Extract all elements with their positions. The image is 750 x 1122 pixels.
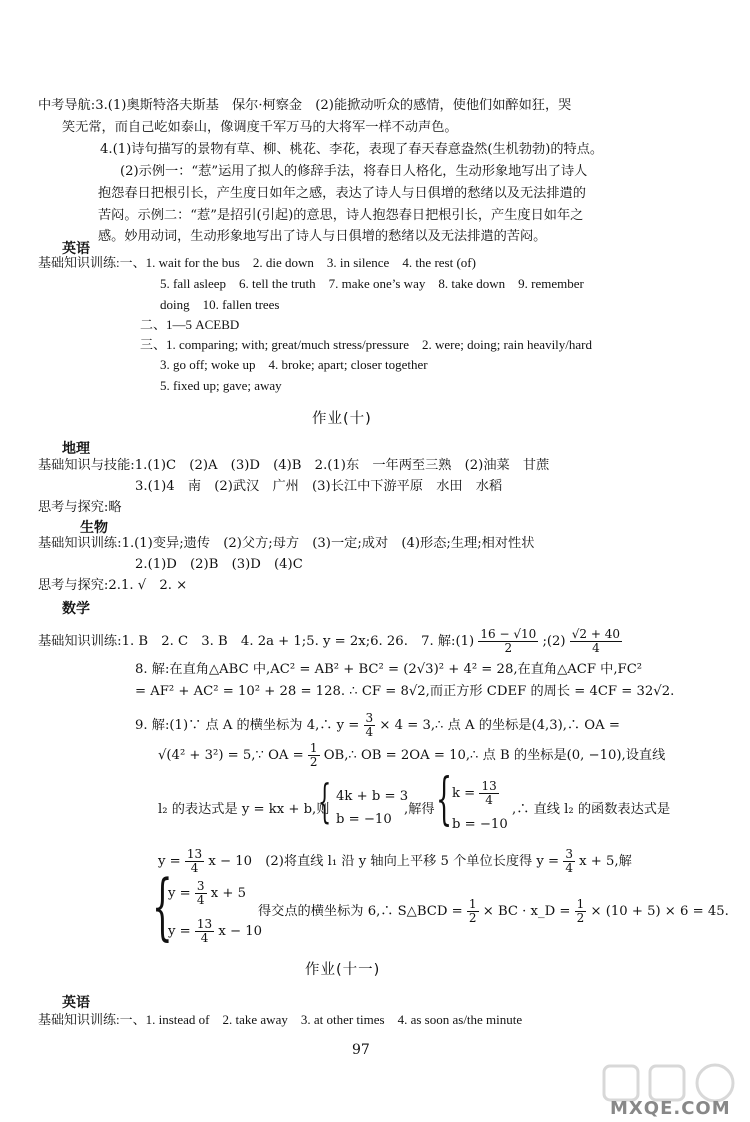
- geography-line-2: 3.(1)4 南 (2)武汉 广州 (3)长江中下游平原 水田 水稻: [135, 479, 503, 494]
- fraction: $\frac{3}{4}$: [196, 879, 205, 907]
- english-line-1: 基础知识训练:一、1. wait for the bus 2. die down 3. in silence 4. the rest (of): [38, 255, 476, 270]
- english-line-6: 3. go off; woke up 4. broke; apart; closer together: [160, 357, 428, 372]
- biology-line-1: 基础知识训练:1.(1)变异;遗传 (2)父方;母方 (3)一定;成对 (4)形态;生理;相对性状: [38, 536, 535, 551]
- zk-line-5: 抱怨春日把根引长，产生度日如年之感，表达了诗人与日俱增的愁绪以及无法排遣的: [98, 186, 586, 201]
- math-p9-line-3c: ,∴ 直线 l₂ 的函数表达式是: [512, 802, 671, 817]
- geography-line-3: 思考与探究:略: [38, 500, 122, 515]
- fraction: $\frac{13}{4}$: [186, 847, 203, 875]
- biology-heading: 生物: [80, 520, 108, 536]
- watermark-text: MXQE.COM: [610, 1098, 731, 1119]
- brace-icon: {: [152, 864, 173, 948]
- math-p9-line-4: y = $\frac{13}{4}$ x − 10 (2)将直线 l₁ 沿 y 轴向上平移 5 个单位长度得 y = $\frac{3}{4}$ x + 5,解: [158, 847, 632, 875]
- system-3-eq-2: y = $\frac{13}{4}$ x − 10: [168, 917, 263, 945]
- fraction: $\frac{16 - √10}{2}$: [480, 627, 537, 655]
- system-2-eq-2: b = −10: [452, 817, 508, 832]
- system-1-eq-1: 4k + b = 3: [336, 789, 409, 804]
- zk-line-2: 笑无常，而自己屹如泰山，像调度千军万马的大将军一样不动声色。: [62, 120, 458, 135]
- section-heading-10: 作业(十): [312, 411, 372, 427]
- english-line-7: 5. fixed up; gave; away: [160, 378, 282, 393]
- fraction: $\frac{3}{4}$: [365, 711, 374, 739]
- english-heading-2: 英语: [62, 995, 90, 1011]
- system-2-eq-1: k = $\frac{13}{4}$: [452, 779, 497, 807]
- english-line-5: 三、1. comparing; with; great/much stress/pressure 2. were; doing; rain heavily/hard: [140, 337, 592, 352]
- math-line-1: [38, 628, 622, 655]
- zk-line-3: 4.(1)诗句描写的景物有草、柳、桃花、李花，表现了春天春意盎然(生机勃勃)的特点。: [100, 142, 604, 157]
- math-line-1-sep: ;(2): [542, 634, 566, 649]
- english-heading-1: 英语: [62, 241, 90, 257]
- english-2-line-1: 基础知识训练:一、1. instead of 2. take away 3. at other times 4. as soon as/the minute: [38, 1012, 523, 1027]
- zk-line-6: 苦闷。示例二：“惹”是招引(引起)的意思，诗人抱怨春日把根引长，产生度日如年之: [98, 208, 584, 223]
- geography-heading: 地理: [62, 441, 90, 457]
- system-3-eq-1: y = $\frac{3}{4}$ x + 5: [168, 879, 247, 907]
- system-1-eq-2: b = −10: [336, 812, 392, 827]
- biology-line-3: 思考与探究:2.1. √ 2. ×: [38, 578, 188, 593]
- math-p9-line-3a: l₂ 的表达式是 y = kx + b,则: [158, 802, 330, 817]
- english-line-3: doing 10. fallen trees: [160, 297, 280, 312]
- math-p9-line-1: 9. 解:(1)∵ 点 A 的横坐标为 4,∴ y = $\frac{3}{4}$ × 4 = 3,∴ 点 A 的坐标是(4,3),∴ OA =: [135, 711, 620, 739]
- fraction: $\frac{3}{4}$: [565, 847, 573, 875]
- fraction: $\frac{1}{2}$: [309, 741, 318, 769]
- english-line-2: 5. fall asleep 6. tell the truth 7. make one’s way 8. take down 9. remember: [160, 276, 584, 291]
- math-p9-line-2: √(4² + 3²) = 5,∵ OA = $\frac{1}{2}$ OB,∴ OB = 2OA = 10,∴ 点 B 的坐标是(0, −10),设直线: [158, 741, 666, 769]
- zk-line-1: 中考导航:3.(1)奥斯特洛夫斯基 保尔·柯察金 (2)能掀动听众的感情，使他们如醉如狂，哭: [38, 98, 572, 113]
- math-p9-line-5: 得交点的横坐标为 6,∴ S△BCD = $\frac{1}{2}$ × BC · x_D = $\frac{1}{2}$ × (10 + 5) × 6 = 45.: [258, 897, 729, 925]
- math-p8-line-2: = AF² + AC² = 10² + 28 = 128. ∴ CF = 8√2,而正方形 CDEF 的周长 = 4CF = 32√2.: [135, 684, 675, 699]
- zk-line-7: 感。妙用动词，生动形象地写出了诗人与日俱增的愁绪以及无法排遣的苦闷。: [98, 229, 547, 244]
- fraction: $\frac{13}{4}$: [481, 779, 497, 807]
- fraction: $\frac{1}{2}$: [468, 897, 477, 925]
- section-heading-11: 作业(十一): [305, 962, 381, 978]
- math-line-1-text: 基础知识训练:1. B 2. C 3. B 4. 2a + 1;5. y = 2x;6. 26. 7. 解:(1): [38, 634, 475, 649]
- fraction: $\frac{13}{4}$: [196, 917, 213, 945]
- fraction: $\frac{1}{2}$: [576, 897, 585, 925]
- zk-line-4: (2)示例一：“惹”运用了拟人的修辞手法，将春日人格化，生动形象地写出了诗人: [120, 164, 588, 179]
- biology-line-2: 2.(1)D (2)B (3)D (4)C: [135, 557, 303, 572]
- math-p9-line-3b: ,解得: [404, 802, 435, 817]
- brace-icon: {: [318, 774, 332, 828]
- fraction: $\frac{√2 + 40}{4}$: [571, 627, 621, 655]
- math-heading: 数学: [62, 601, 90, 617]
- math-p8-line-1: 8. 解:在直角△ABC 中,AC² = AB² + BC² = (2√3)² + 4² = 28,在直角△ACF 中,FC²: [135, 662, 643, 677]
- brace-icon: {: [436, 767, 453, 832]
- geography-line-1: 基础知识与技能:1.(1)C (2)A (3)D (4)B 2.(1)东 一年两至三熟 (2)油菜 甘蔗: [38, 458, 550, 473]
- english-line-4: 二、1—5 ACEBD: [140, 317, 240, 332]
- page-number: 97: [352, 1042, 370, 1058]
